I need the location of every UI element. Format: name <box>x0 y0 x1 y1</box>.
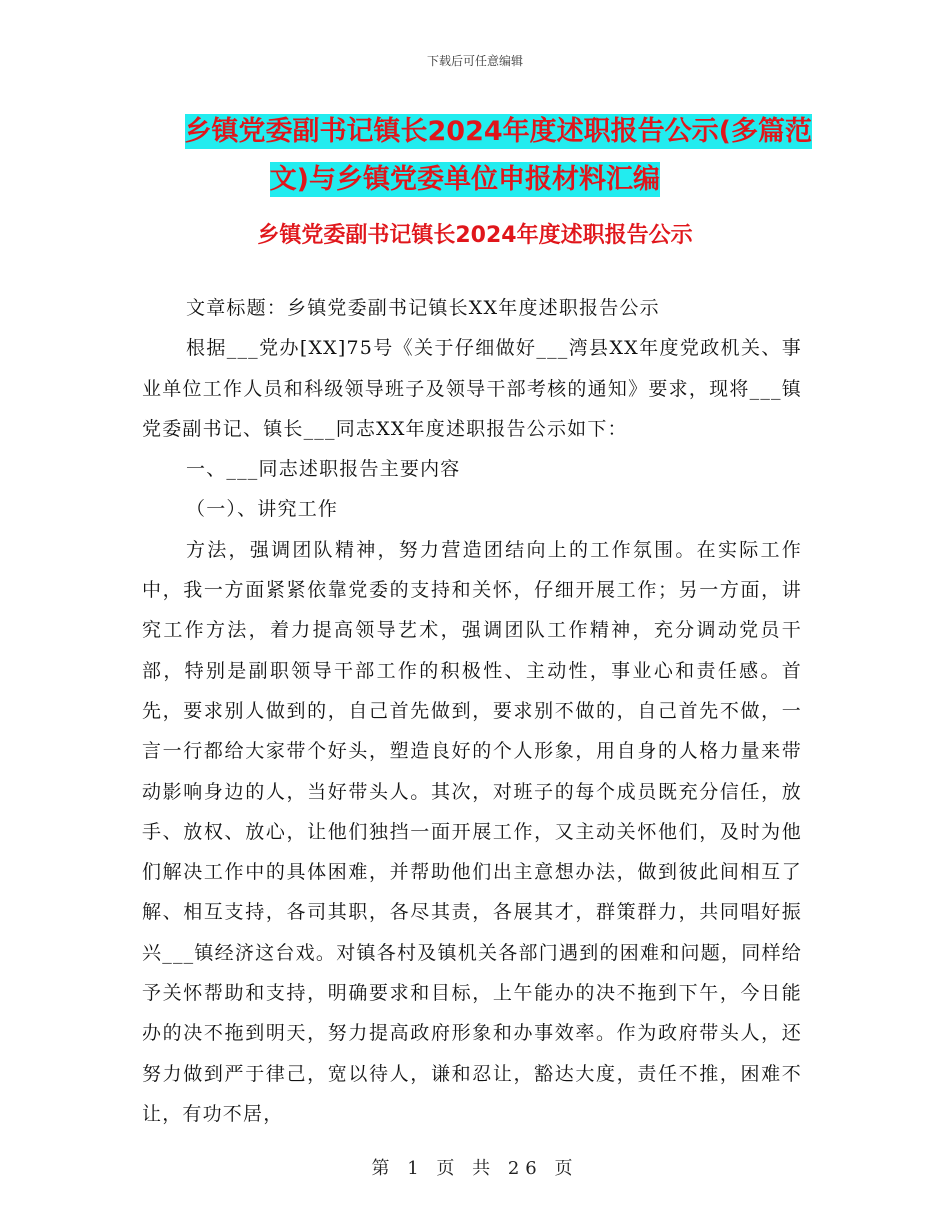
document-body <box>142 288 802 1134</box>
paragraph-heading-1-1: （一）、讲究工作 <box>186 498 339 521</box>
title-line-2: 文)与乡镇党委单位申报材料汇编 <box>269 164 660 195</box>
section-title: 乡镇党委副书记镇长2024年度述职报告公示 <box>257 223 693 248</box>
header-note: 下载后可任意编辑 <box>426 54 523 68</box>
page-number: 第 1 页 共 26 页 <box>371 1158 579 1179</box>
title-line-1: 乡镇党委副书记镇长2024年度述职报告公示(多篇范 <box>184 116 812 147</box>
document-title <box>140 108 812 204</box>
paragraph-article-title: 文章标题：乡镇党委副书记镇长XX年度述职报告公示 <box>186 297 660 319</box>
paragraph-content: 方法，强调团队精神，努力营造团结向上的工作氛围。在实际工作中，我一方面紧紧依靠党委的支持和关怀，仔细开展工作；另一方面，讲究工作方法，着力提高领导艺术，强调团队工作精神，充分调动党员干部，特别是副职领导干部工作的积极性、主动性，事业心和责任感。首先，要求别人做到的，自己首先做到，要求别不做的，自己首先不做，一言一行都给大家带个好头，塑造良好的个人形象，用自身的人格力量来带动影响身边的人，当好带头人。其次，对班子的每个成员既充分信任，放手、放权、放心，让他们独挡一面开展工作，又主动关怀他们，及时为他们解决工作中的具体困难，并帮助他们出主意想办法，做到彼此间相互了解、相互支持，各司其职，各尽其责，各展其才，群策群力，共同唱好振兴___镇经济这台戏。对镇各村及镇机关各部门遇到的困难和问题，同样给予关怀帮助和支持，明确要求和目标，上午能办的决不拖到下午，今日能办的决不拖到明天，努力提高政府形象和办事效率。作为政府带头人，还努力做到严于律己，宽以待人，谦和忍让，豁达大度，责任不推，困难不让，有功不居， <box>142 538 802 1125</box>
paragraph-basis: 根据___党办[XX]75号《关于仔细做好___湾县XX年度党政机关、事业单位工作人员和科级领导班子及领导干部考核的通知》要求，现将___镇党委副书记、镇长___同志XX年度述职报告公示如下： <box>142 337 802 440</box>
paragraph-heading-1: 一、___同志述职报告主要内容 <box>186 458 461 481</box>
